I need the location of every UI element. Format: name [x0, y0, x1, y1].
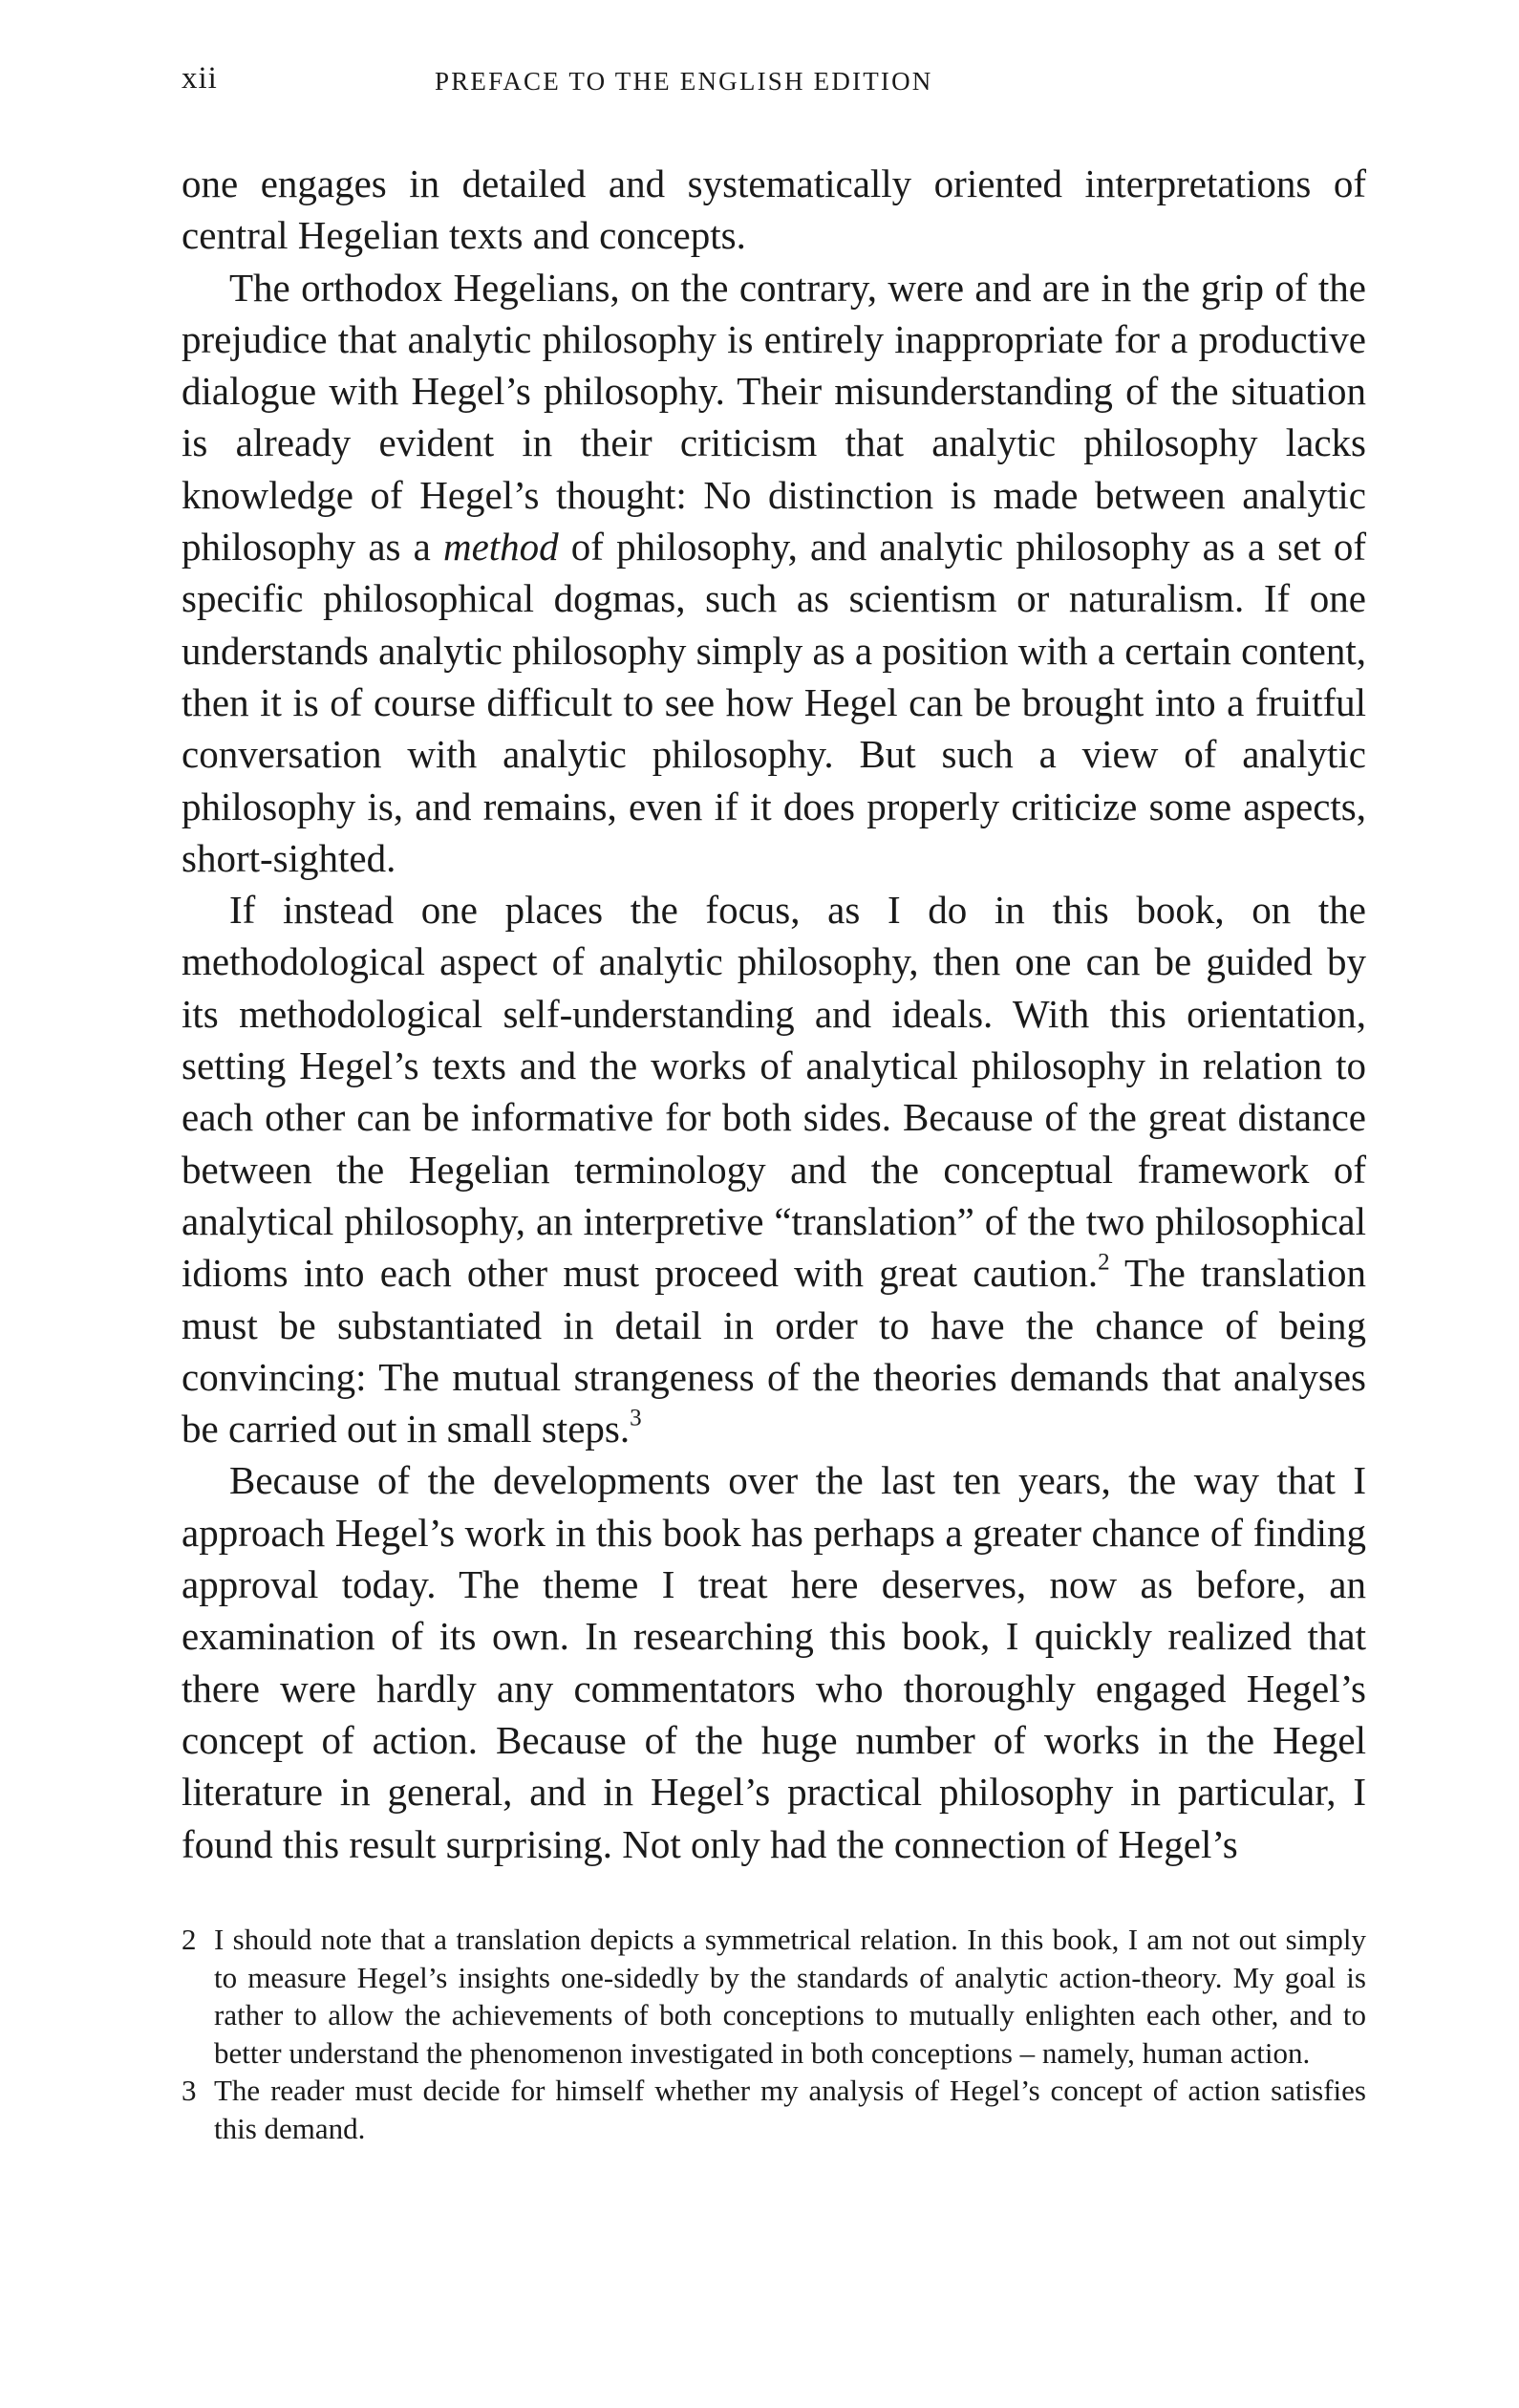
main-text: [182, 158, 1366, 1870]
paragraph-3-text-b: The translation must be substantiated in detail in order to have the chance of being convincing: The mutual strangeness of the theories demands that analyses be carried out in small steps.: [182, 1251, 1366, 1451]
footnote-text: The reader must decide for himself whether my analysis of Hegel’s concept of action satisfies this demand.: [214, 2074, 1366, 2145]
footnote-ref-3[interactable]: 3: [630, 1405, 642, 1431]
footnote-2: [182, 1921, 1366, 2072]
paragraph-3: [182, 884, 1366, 1454]
footnote-number: 2: [182, 1923, 197, 1956]
footnote-3: [182, 2072, 1366, 2147]
emphasis-method: method: [442, 525, 559, 570]
running-head: [182, 61, 1366, 109]
footnote-number: 3: [182, 2074, 197, 2107]
paragraph-4: [182, 1454, 1366, 1869]
running-title: PREFACE TO THE ENGLISH EDITION: [435, 67, 933, 96]
footnotes: [182, 1921, 1366, 2147]
paragraph-1-text: one engages in detailed and systematically oriented interpretations of central Hegelian texts and concepts.: [182, 161, 1366, 258]
footnote-ref-2[interactable]: 2: [1098, 1249, 1110, 1276]
paragraph-3-text-a: If instead one places the focus, as I do in this book, on the methodological aspect of analytic philosophy, then one can be guided by its methodological self-understanding and ideals. With this orientation, setting Hegel’s texts and the works of analytical philosophy in relation to each other can be informative for both sides. Because of the great distance between the Hegelian terminology and the conceptual framework of analytical philosophy, an interpretive “translation” of the two philosophical idioms into each other must proceed with great caution.: [182, 888, 1366, 1296]
paragraph-2-text-a: The orthodox Hegelians, on the contrary, were and are in the grip of the prejudice that analytic philosophy is entirely inappropriate for a productive dialogue with Hegel’s philosophy. Their misunderstanding of the situation is already evident in their criticism that analytic philosophy lacks knowledge of Hegel’s thought: No distinction is made between analytic philosophy as a: [182, 265, 1366, 570]
footnote-text: I should note that a translation depicts a symmetrical relation. In this book, I am not out simply to measure Hegel’s insights one-sidedly by the standards of analytic action-theory. My goal is rather to allow the achievements of both conceptions to mutually enlighten each other, and to better understand the phenomenon investigated in both conceptions – namely, human action.: [214, 1923, 1366, 2070]
page-number: xii: [182, 61, 218, 96]
paragraph-2-text-b: of philosophy, and analytic philosophy as a set of specific philosophical dogmas, such as scientism or naturalism. If one understands analytic philosophy simply as a position with a certain content, then it is of course difficult to see how Hegel can be brought into a fruitful conversation with analytic philosophy. But such a view of analytic philosophy is, and remains, even if it does properly criticize some aspects, short-sighted.: [182, 525, 1367, 880]
paragraph-4-text: Because of the developments over the last ten years, the way that I approach Hegel’s work in this book has perhaps a greater chance of finding approval today. The theme I treat here deserves, now as before, an examination of its own. In researching this book, I quickly realized that there were hardly any commentators who thoroughly engaged Hegel’s concept of action. Because of the huge number of works in the Hegel literature in general, and in Hegel’s practical philosophy in particular, I found this result surprising. Not only had the connection of Hegel’s: [182, 1458, 1366, 1866]
paragraph-1: [182, 158, 1366, 262]
paragraph-2: [182, 262, 1366, 885]
